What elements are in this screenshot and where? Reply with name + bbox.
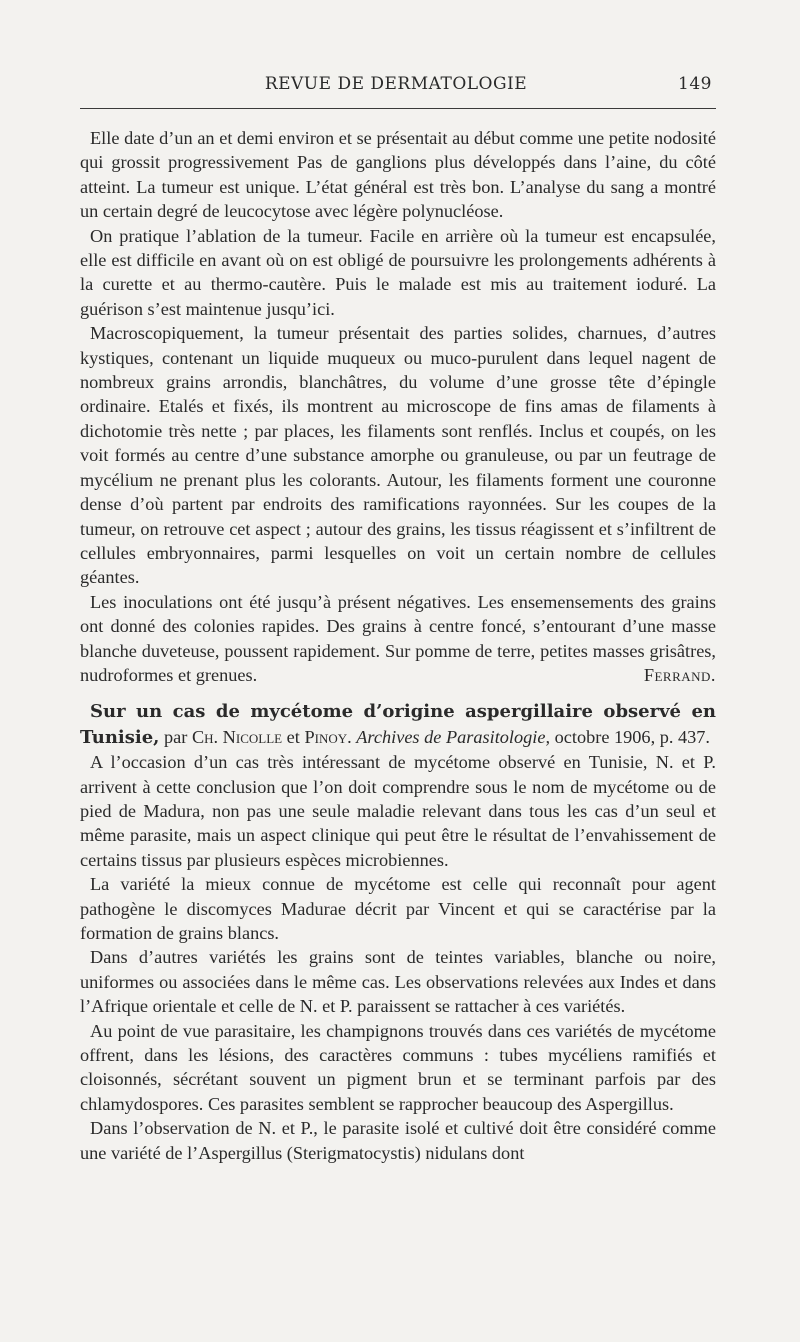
journal-title: REVUE DE DERMATOLOGIE [264, 74, 528, 94]
byline-prefix: par [164, 726, 188, 747]
paragraph-text: Les inoculations ont été jusqu’à présent négatives. Les ensemensements des grains ont donné des colonies rapides. Des grains à centre foncé, s’entourant d’une masse blanche duveteuse, poussent rapidement. Sur pomme de terre, petites masses grisâtres, nudroformes et grenues. [80, 591, 716, 685]
page-number: 149 [678, 74, 712, 94]
running-head [80, 74, 712, 98]
paragraph-with-signature [80, 590, 716, 688]
paragraph: Dans d’autres variétés les grains sont de teintes variables, blanche ou noire, uniformes ou associées dans le même cas. Les observations relevées aux Indes et dans l’Afrique orientale et celle de N. et P. paraissent se rattacher à ces variétés. [80, 947, 716, 1017]
paragraph: Elle date d’un an et demi environ et se présentait au début comme une petite nodosité qui grossit progressivement Pas de ganglions plus développés dans l’aine, du côté atteint. La tumeur est unique. L’état général est très bon. L’analyse du sang a montré un certain degré de leucocytose avec légère polynucléose. [80, 128, 716, 222]
paragraph: A l’occasion d’un cas très intéressant de mycétome observé en Tunisie, N. et P. arrivent à cette conclusion que l’on doit comprendre sous le nom de mycétome ou de pied de Madura, non pas une seule maladie relevant dans tous les cas d’un seul et même parasite, mais un aspect clinique qui peut être le résultat de l’envahissement de certains tissus par plusieurs espèces microbiennes. [80, 752, 716, 870]
review-title: Sur un cas de mycétome d’origine aspergillaire observé en Tunisie, [80, 701, 716, 748]
author-name: Pinoy. [304, 726, 352, 747]
body-text [80, 126, 716, 1165]
review-heading [80, 699, 716, 750]
byline-and: et [286, 726, 300, 747]
source-date-page: octobre 1906, p. 437. [554, 726, 710, 747]
author-signature: Ferrand. [643, 664, 716, 685]
author-name: Ch. Nicolle [191, 726, 283, 747]
source-journal: Archives de Parasitologie, [356, 726, 551, 747]
paragraph: La variété la mieux connue de mycétome est celle qui reconnaît pour agent pathogène le discomyces Madurae décrit par Vincent et qui se caractérise par la formation de grains blancs. [80, 874, 716, 943]
paragraph: Dans l’observation de N. et P., le parasite isolé et cultivé doit être considéré comme une variété de l’Aspergillus (Sterigmatocystis) nidulans dont [80, 1118, 716, 1163]
paragraph: On pratique l’ablation de la tumeur. Facile en arrière où la tumeur est encapsulée, elle est difficile en avant où on est obligé de poursuivre les prolongements adhérents à la curette et au thermo-cautère. Puis le malade est mis au traitement ioduré. La guérison s’est maintenue jusqu’ici. [80, 225, 716, 319]
paragraph: Macroscopiquement, la tumeur présentait des parties solides, charnues, d’autres kystiques, contenant un liquide muqueux ou muco-purulent dans lequel nagent de nombreux grains arrondis, blanchâtres, du volume d’une grosse tête d’épingle ordinaire. Etalés et fixés, ils montrent au microscope de fins amas de filaments à dichotomie très nette ; par places, les filaments sont renflés. Inclus et coupés, on les voit formés au centre d’une substance amorphe ou granuleuse, ou par un feutrage de mycélium ne prenant plus les colorants. Autour, les filaments forment une couronne dense d’où partent par endroits des ramifications rayonnées. Sur les coupes de la tumeur, on retrouve cet aspect ; autour des grains, les tissus réagissent et s’infiltrent de cellules embryonnaires, parmi lesquelles on voit un certain nombre de cellules géantes. [80, 323, 716, 588]
header-rule [80, 108, 716, 109]
paragraph: Au point de vue parasitaire, les champignons trouvés dans ces variétés de mycétome offrent, dans les lésions, des caractères communs : tubes mycéliens ramifiés et cloisonnés, sécrétant souvent un pigment brun et se terminant parfois par des chlamydospores. Ces parasites semblent se rapprocher beaucoup des Aspergillus. [80, 1020, 716, 1114]
